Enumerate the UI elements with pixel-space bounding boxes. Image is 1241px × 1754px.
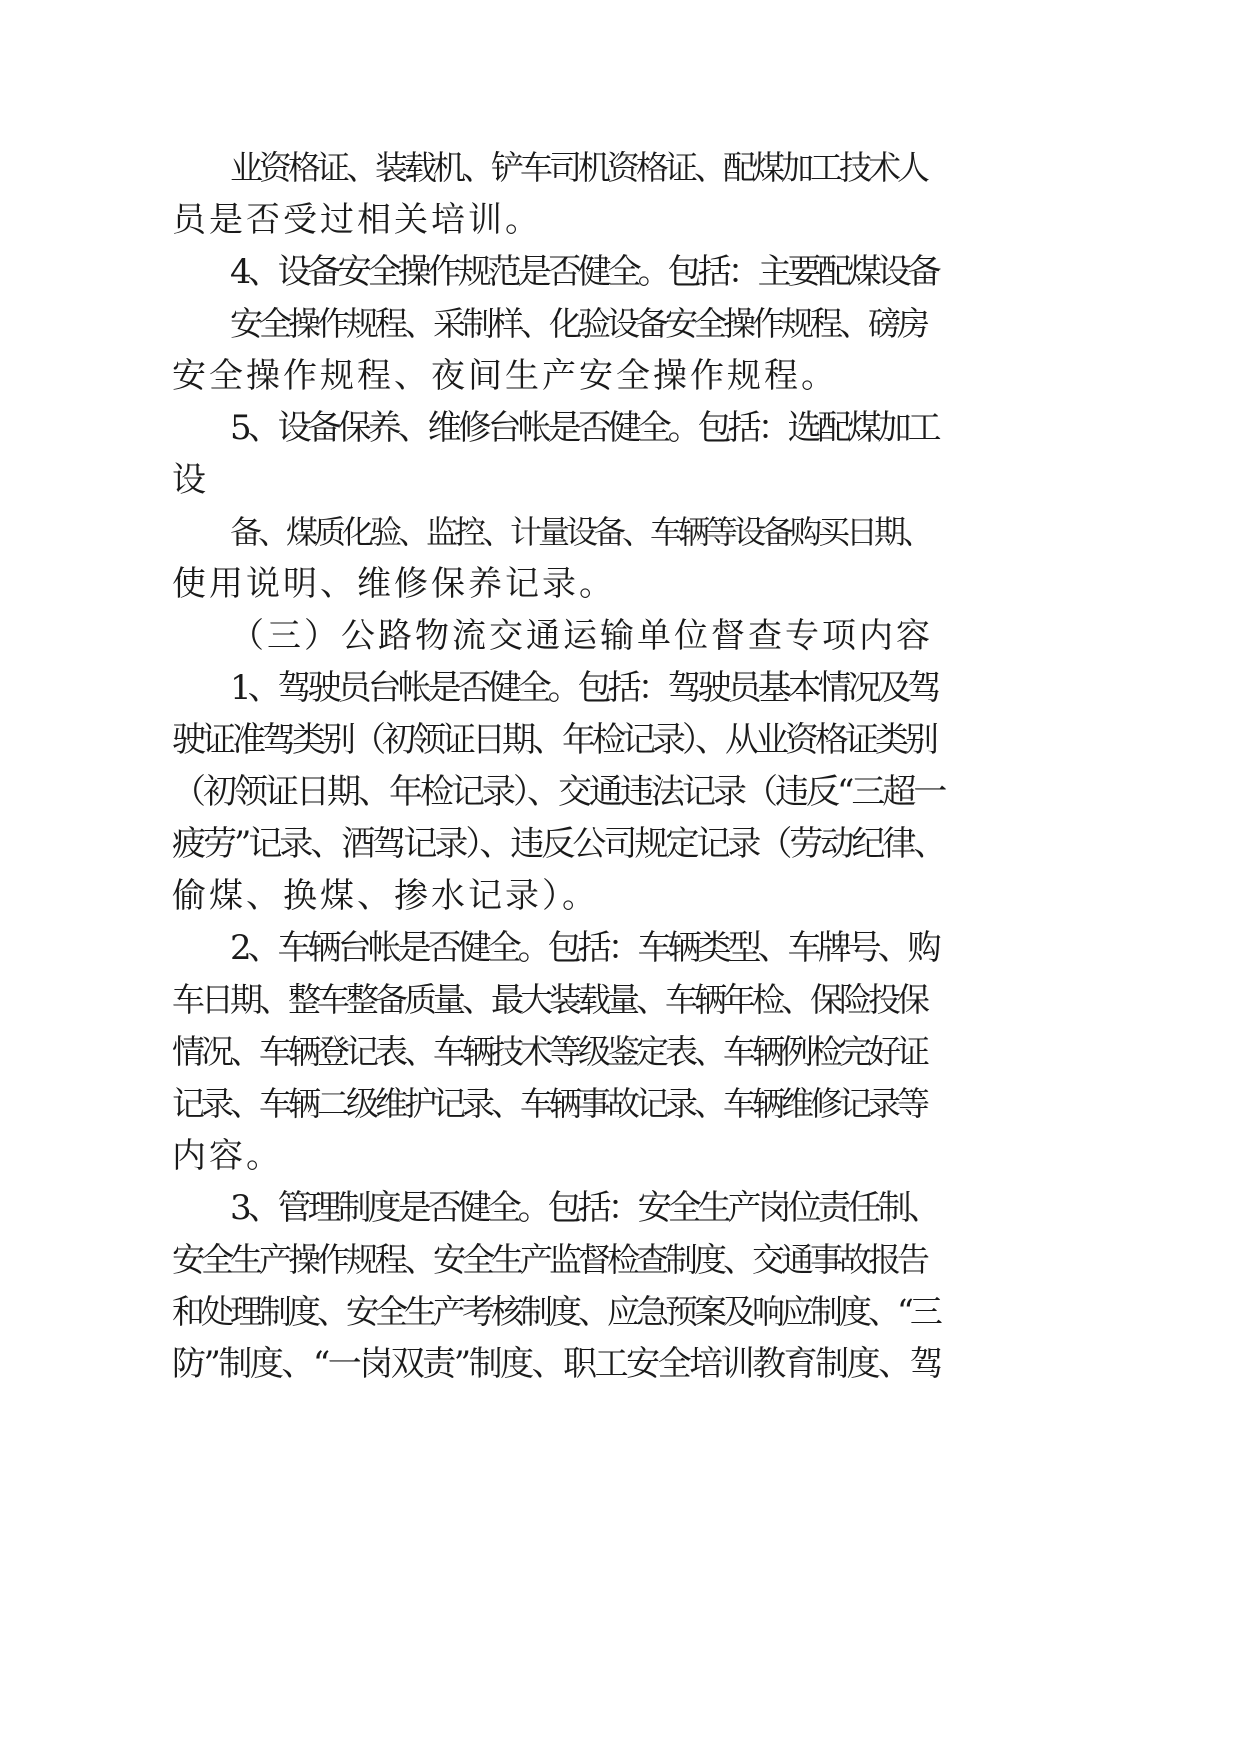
text-line-20: 内容。 [172,1136,283,1176]
text-line-21: 3、管理制度是否健全。包括：安全生产岗位责任制、 [230,1188,938,1228]
text-line-13: （初领证日期、年检记录）、交通违法记录（违反“三超一 [172,772,945,812]
text-line-23: 和处理制度、安全生产考核制度、应急预案及响应制度、“三 [172,1292,939,1331]
text-line-16: 2、车辆台帐是否健全。包括：车辆类型、车牌号、购 [230,928,938,968]
text-line-2: 员是否受过相关培训。 [172,200,542,240]
text-line-8: 备、煤质化验、监控、计量设备、车辆等设备购买日期、 [230,513,931,551]
text-line-7: 设 [172,460,209,500]
text-line-4: 安全操作规程、采制样、化验设备安全操作规程、磅房 [230,304,926,343]
text-line-17: 车日期、整车整备质量、最大装载量、车辆年检、保险投保 [172,980,926,1019]
text-line-15: 偷煤、换煤、掺水记录）。 [172,876,599,916]
text-line-6: 5、设备保养、维修台帐是否健全。包括：选配煤加工 [230,408,938,448]
text-line-19: 记录、车辆二级维护记录、车辆事故记录、车辆维修记录等 [172,1084,926,1123]
text-line-3: 4、设备安全操作规范是否健全。包括：主要配煤设备 [230,252,938,292]
text-line-24: 防”制度、“一岗双责”制度、职工安全培训教育制度、驾 [172,1344,942,1384]
text-line-9: 使用说明、维修保养记录。 [172,564,616,604]
text-line-11: 1、驾驶员台帐是否健全。包括：驾驶员基本情况及驾 [230,668,938,708]
text-line-5: 安全操作规程、夜间生产安全操作规程。 [172,356,838,396]
text-line-12: 驶证准驾类别（初领证日期、年检记录）、从业资格证类别 [172,720,935,760]
text-line-1: 业资格证、装载机、铲车司机资格证、配煤加工技术人 [230,148,926,187]
text-line-22: 安全生产操作规程、安全生产监督检查制度、交通事故报告 [172,1240,926,1279]
text-line-14: 疲劳”记录、酒驾记录）、违反公司规定记录（劳动纪律、 [172,824,945,864]
text-line-18: 情况、车辆登记表、车辆技术等级鉴定表、车辆例检完好证 [172,1032,926,1071]
section-heading: （三）公路物流交通运输单位督查专项内容 [230,616,933,656]
